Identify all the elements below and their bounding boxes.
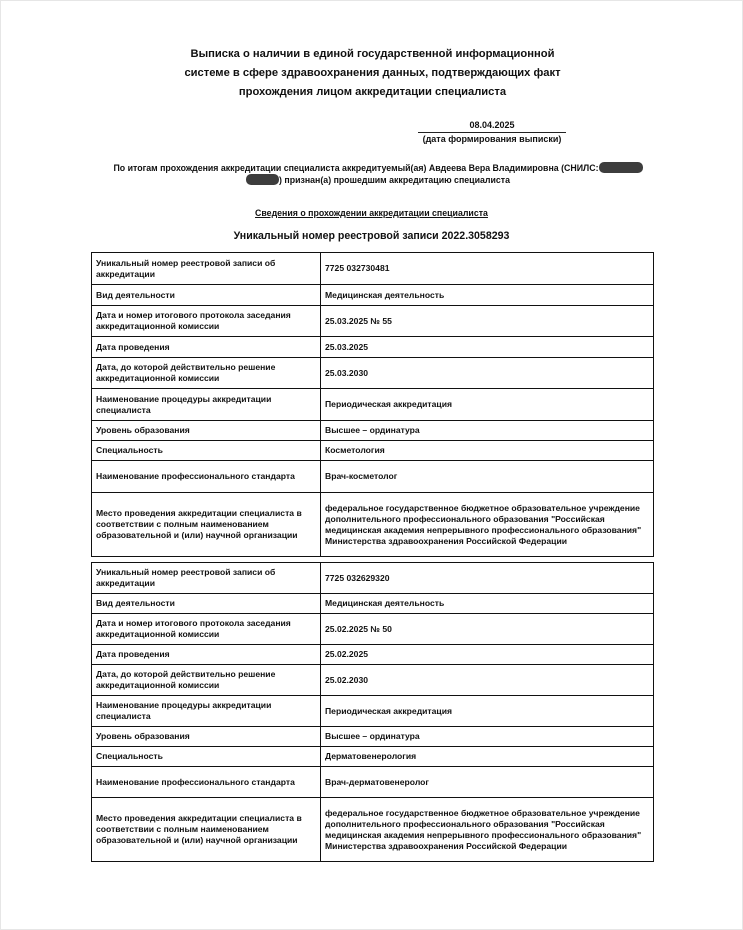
label-education: Уровень образования bbox=[92, 421, 321, 441]
table-row bbox=[92, 306, 654, 337]
value-place: федеральное государственное бюджетное образовательное учреждение дополнительного профессионального образования "Российская медицинская академия непрерывного профессионального образования" Министерства здравоохранения Российской Федерации bbox=[321, 493, 654, 557]
table-row bbox=[92, 253, 654, 285]
label-place: Место проведения аккредитации специалиста в соответствии с полным наименованием образовательной и (или) научной организации bbox=[92, 493, 321, 557]
statement-part-1: По итогам прохождения аккредитации специалиста аккредитуемый(ая) Авдеева Вера Владимировна (СНИЛС: bbox=[113, 163, 599, 173]
table-row bbox=[92, 645, 654, 665]
table-row bbox=[92, 337, 654, 358]
accreditation-table-1 bbox=[91, 252, 654, 557]
table-row bbox=[92, 441, 654, 461]
value-held-date: 25.03.2025 bbox=[321, 337, 654, 358]
table-row bbox=[92, 614, 654, 645]
extract-date: 08.04.2025 bbox=[418, 120, 566, 133]
value-protocol: 25.02.2025 № 50 bbox=[321, 614, 654, 645]
value-registry-number: 7725 032730481 bbox=[321, 253, 654, 285]
value-held-date: 25.02.2025 bbox=[321, 645, 654, 665]
title-line-1: Выписка о наличии в единой государственной информационной bbox=[190, 48, 555, 60]
table-row bbox=[92, 767, 654, 798]
value-education: Высшее – ординатура bbox=[321, 727, 654, 747]
redacted-snils-part-2 bbox=[246, 174, 279, 185]
table-row bbox=[92, 421, 654, 441]
document-title bbox=[80, 45, 665, 102]
table-row bbox=[92, 747, 654, 767]
value-specialty: Дерматовенерология bbox=[321, 747, 654, 767]
value-protocol: 25.03.2025 № 55 bbox=[321, 306, 654, 337]
label-registry-number: Уникальный номер реестровой записи об аккредитации bbox=[92, 563, 321, 594]
table-row bbox=[92, 358, 654, 389]
table-row bbox=[92, 461, 654, 493]
label-protocol: Дата и номер итогового протокола заседания аккредитационной комиссии bbox=[92, 614, 321, 645]
redacted-snils-part-1 bbox=[599, 162, 643, 173]
table-row bbox=[92, 665, 654, 696]
label-standard: Наименование профессионального стандарта bbox=[92, 767, 321, 798]
value-registry-number: 7725 032629320 bbox=[321, 563, 654, 594]
label-specialty: Специальность bbox=[92, 747, 321, 767]
accreditation-statement bbox=[93, 162, 663, 186]
value-activity: Медицинская деятельность bbox=[321, 594, 654, 614]
label-held-date: Дата проведения bbox=[92, 337, 321, 358]
value-valid-until: 25.02.2030 bbox=[321, 665, 654, 696]
table-row bbox=[92, 493, 654, 557]
table-row bbox=[92, 727, 654, 747]
label-procedure: Наименование процедуры аккредитации специалиста bbox=[92, 389, 321, 421]
label-registry-number: Уникальный номер реестровой записи об аккредитации bbox=[92, 253, 321, 285]
extract-date-caption: (дата формирования выписки) bbox=[422, 134, 562, 144]
table-row bbox=[92, 696, 654, 727]
value-standard: Врач-косметолог bbox=[321, 461, 654, 493]
label-place: Место проведения аккредитации специалиста в соответствии с полным наименованием образовательной и (или) научной организации bbox=[92, 798, 321, 862]
statement-part-2: ) признан(а) прошедшим аккредитацию специалиста bbox=[279, 175, 510, 185]
record-title: Уникальный номер реестровой записи 2022.3058293 bbox=[233, 230, 510, 242]
value-place: федеральное государственное бюджетное образовательное учреждение дополнительного профессионального образования "Российская медицинская академия непрерывного профессионального образования" Министерства здравоохранения Российской Федерации bbox=[321, 798, 654, 862]
label-specialty: Специальность bbox=[92, 441, 321, 461]
label-standard: Наименование профессионального стандарта bbox=[92, 461, 321, 493]
title-line-2: системе в сфере здравоохранения данных, подтверждающих факт bbox=[184, 67, 561, 79]
value-activity: Медицинская деятельность bbox=[321, 285, 654, 306]
value-procedure: Периодическая аккредитация bbox=[321, 696, 654, 727]
section-title: Сведения о прохождении аккредитации специалиста bbox=[255, 208, 488, 218]
value-specialty: Косметология bbox=[321, 441, 654, 461]
title-line-3: прохождения лицом аккредитации специалиста bbox=[238, 86, 507, 98]
table-row bbox=[92, 563, 654, 594]
accreditation-table-2 bbox=[91, 562, 654, 862]
table-row bbox=[92, 594, 654, 614]
label-education: Уровень образования bbox=[92, 727, 321, 747]
label-held-date: Дата проведения bbox=[92, 645, 321, 665]
table-row bbox=[92, 798, 654, 862]
label-activity: Вид деятельности bbox=[92, 285, 321, 306]
label-protocol: Дата и номер итогового протокола заседания аккредитационной комиссии bbox=[92, 306, 321, 337]
label-valid-until: Дата, до которой действительно решение аккредитационной комиссии bbox=[92, 358, 321, 389]
value-standard: Врач-дерматовенеролог bbox=[321, 767, 654, 798]
value-valid-until: 25.03.2030 bbox=[321, 358, 654, 389]
value-education: Высшее – ординатура bbox=[321, 421, 654, 441]
label-procedure: Наименование процедуры аккредитации специалиста bbox=[92, 696, 321, 727]
label-activity: Вид деятельности bbox=[92, 594, 321, 614]
date-block bbox=[418, 120, 566, 146]
value-procedure: Периодическая аккредитация bbox=[321, 389, 654, 421]
table-row bbox=[92, 285, 654, 306]
table-row bbox=[92, 389, 654, 421]
label-valid-until: Дата, до которой действительно решение аккредитационной комиссии bbox=[92, 665, 321, 696]
